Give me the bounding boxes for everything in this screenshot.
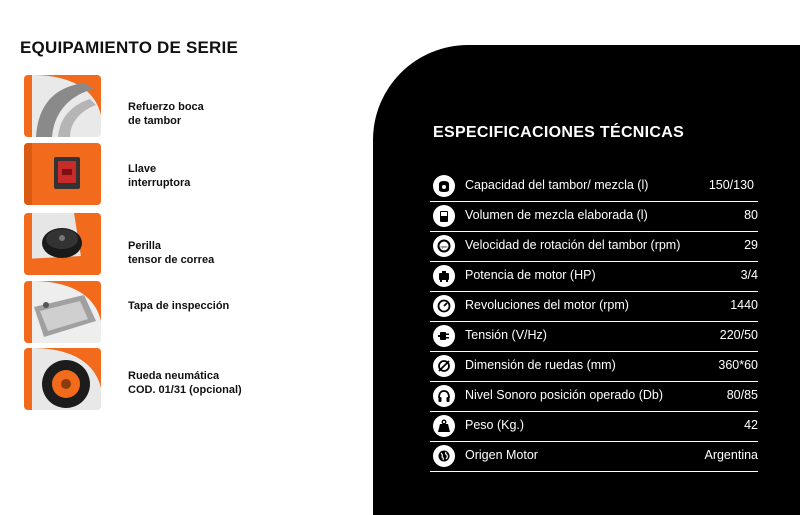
motor-power-icon <box>433 265 455 287</box>
spec-value: 150/130 <box>708 178 754 192</box>
spec-value: 360*60 <box>718 358 758 372</box>
spec-name: Velocidad de rotación del tambor (rpm) <box>465 238 681 252</box>
spec-value: 3/4 <box>740 268 758 282</box>
spec-value: 220/50 <box>719 328 758 342</box>
spec-value: 42 <box>744 418 758 432</box>
spec-row-revoluciones <box>430 291 758 322</box>
spec-value: 29 <box>744 238 758 252</box>
equip-label-perilla: Perilla tensor de correa <box>128 240 215 266</box>
rotation-speed-icon <box>433 235 455 257</box>
equip-item-llave <box>24 143 354 205</box>
spec-value: 80 <box>744 208 758 222</box>
equip-item-perilla <box>24 213 354 275</box>
spec-name: Dimensión de ruedas (mm) <box>465 358 616 372</box>
mix-volume-icon <box>433 205 455 227</box>
gauge-icon <box>433 295 455 317</box>
voltage-plug-icon <box>433 325 455 347</box>
drum-mouth-photo-icon <box>24 75 101 137</box>
spec-name: Origen Motor <box>465 448 538 462</box>
equipamiento-title: EQUIPAMIENTO DE SERIE <box>20 38 238 57</box>
wheel-photo-icon <box>24 348 101 410</box>
spec-name: Volumen de mezcla elaborada (l) <box>465 208 648 222</box>
globe-icon <box>433 445 455 467</box>
equip-label-rueda: Rueda neumática COD. 01/31 (opcional) <box>128 370 242 396</box>
spec-value: Argentina <box>704 448 758 462</box>
spec-row-tension <box>430 321 758 352</box>
spec-name: Tensión (V/Hz) <box>465 328 547 342</box>
spec-name: Potencia de motor (HP) <box>465 268 596 282</box>
equip-label-refuerzo: Refuerzo boca de tambor <box>128 101 204 127</box>
spec-value: 80/85 <box>726 388 758 402</box>
headphones-icon <box>433 385 455 407</box>
spec-name: Capacidad del tambor/ mezcla (l) <box>465 178 649 192</box>
spec-name: Revoluciones del motor (rpm) <box>465 298 629 312</box>
spec-name: Nivel Sonoro posición operado (Db) <box>465 388 664 402</box>
switch-photo-icon <box>24 143 101 205</box>
equip-item-refuerzo <box>24 75 354 137</box>
spec-name: Peso (Kg.) <box>465 418 525 432</box>
equip-label-llave: Llave interruptora <box>128 163 191 189</box>
spec-row-volumen <box>430 201 758 232</box>
spec-row-velocidad <box>430 231 758 262</box>
equip-item-rueda <box>24 348 354 410</box>
spec-row-potencia <box>430 261 758 292</box>
spec-row-origen <box>430 441 758 472</box>
spec-value: 1440 <box>730 298 758 312</box>
diameter-icon <box>433 355 455 377</box>
specs-title: ESPECIFICACIONES TÉCNICAS <box>433 124 685 141</box>
spec-row-nivel-sonoro <box>430 381 758 412</box>
inspection-cover-photo-icon <box>24 281 101 343</box>
svg-text:rpm: rpm <box>440 244 448 249</box>
spec-row-ruedas <box>430 351 758 382</box>
drum-capacity-icon <box>433 175 455 197</box>
spec-row-capacidad <box>430 171 758 202</box>
equip-label-tapa: Tapa de inspección <box>128 300 230 312</box>
knob-photo-icon <box>24 213 101 275</box>
weight-icon <box>433 415 455 437</box>
spec-row-peso <box>430 411 758 442</box>
equip-item-tapa <box>24 281 354 343</box>
